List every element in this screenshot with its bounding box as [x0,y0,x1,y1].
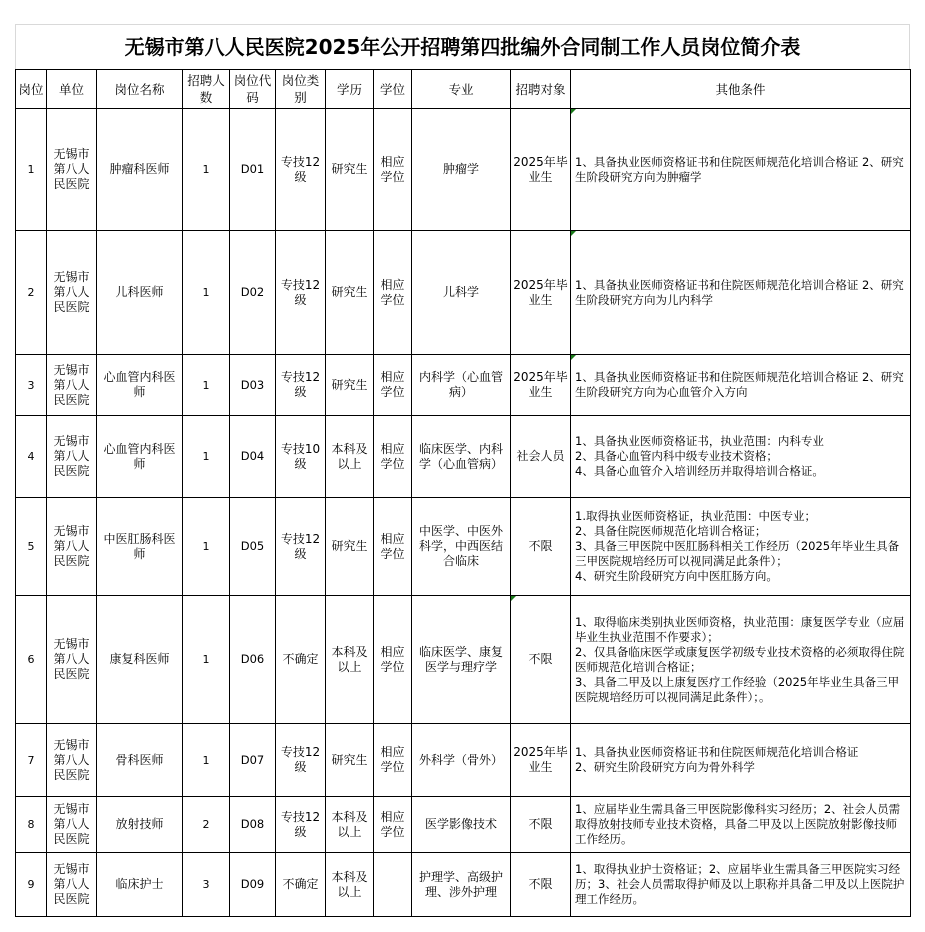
cell-education: 本科及以上 [326,596,374,724]
cell-conditions [571,853,911,917]
cell-code: D03 [230,355,276,416]
cell-name: 中医肛肠科医师 [97,498,183,596]
cell-unit: 无锡市第八人民医院 [47,416,97,498]
cell-degree: 相应学位 [374,724,412,797]
cell-education: 研究生 [326,109,374,231]
header-major: 专业 [412,70,511,109]
cell-target: 2025年毕业生 [511,231,571,355]
header-no: 岗位 [16,70,47,109]
header-conditions: 其他条件 [571,70,911,109]
header-name: 岗位名称 [97,70,183,109]
cell-count: 1 [183,596,230,724]
cell-unit: 无锡市第八人民医院 [47,355,97,416]
cell-category: 专技12级 [276,109,326,231]
cell-major: 儿科学 [412,231,511,355]
cell-unit: 无锡市第八人民医院 [47,724,97,797]
cell-category: 专技12级 [276,724,326,797]
cell-count: 2 [183,797,230,853]
table-row [16,109,911,231]
conditions-text: 1、具备执业医师资格证书和住院医师规范化培训合格证 2、研究生阶段研究方向为骨外科学 [575,745,859,774]
sheet [15,24,910,917]
header-degree: 学位 [374,70,412,109]
cell-code: D04 [230,416,276,498]
table-row [16,231,911,355]
cell-education: 本科及以上 [326,797,374,853]
cell-conditions [571,355,911,416]
cell-major: 护理学、高级护理、涉外护理 [412,853,511,917]
header-code: 岗位代码 [230,70,276,109]
cell-degree [374,853,412,917]
cell-name: 儿科医师 [97,231,183,355]
cell-no: 4 [16,416,47,498]
cell-target: 2025年毕业生 [511,355,571,416]
comment-flag-icon [571,231,576,236]
cell-name: 临床护士 [97,853,183,917]
cell-major: 中医学、中医外科学，中西医结合临床 [412,498,511,596]
cell-education: 本科及以上 [326,416,374,498]
conditions-text: 1、具备执业医师资格证书和住院医师规范化培训合格证 2、研究生阶段研究方向为儿内科学 [575,277,904,307]
comment-flag-icon [571,355,576,360]
cell-unit: 无锡市第八人民医院 [47,109,97,231]
table-row [16,596,911,724]
cell-name: 康复科医师 [97,596,183,724]
table-row [16,724,911,797]
cell-no: 1 [16,109,47,231]
conditions-text: 1、具备执业医师资格证书和住院医师规范化培训合格证 2、研究生阶段研究方向为肿瘤学 [575,154,904,184]
conditions-text: 1、具备执业医师资格证书和住院医师规范化培训合格证 2、研究生阶段研究方向为心血管介入方向 [575,370,904,399]
cell-name: 心血管内科医师 [97,355,183,416]
cell-unit: 无锡市第八人民医院 [47,498,97,596]
cell-category: 专技10级 [276,416,326,498]
cell-conditions [571,109,911,231]
table-row [16,853,911,917]
cell-no: 9 [16,853,47,917]
cell-unit: 无锡市第八人民医院 [47,231,97,355]
cell-conditions [571,797,911,853]
comment-flag-icon [511,596,516,601]
cell-conditions [571,416,911,498]
cell-education: 本科及以上 [326,853,374,917]
cell-code: D01 [230,109,276,231]
cell-code: D02 [230,231,276,355]
cell-code: D08 [230,797,276,853]
cell-conditions [571,596,911,724]
cell-education: 研究生 [326,724,374,797]
cell-category: 不确定 [276,853,326,917]
cell-count: 1 [183,109,230,231]
header-unit: 单位 [47,70,97,109]
cell-name: 放射技师 [97,797,183,853]
header-education: 学历 [326,70,374,109]
cell-count: 1 [183,355,230,416]
cell-count: 1 [183,416,230,498]
cell-target: 2025年毕业生 [511,724,571,797]
comment-flag-icon [571,109,576,114]
cell-target: 社会人员 [511,416,571,498]
target-text: 不限 [528,652,553,666]
cell-education: 研究生 [326,355,374,416]
cell-degree: 相应学位 [374,596,412,724]
conditions-text: 1.取得执业医师资格证，执业范围：中医专业； 2、具备住院医师规范化培训合格证； 3、具备三甲医院中医肛肠科相关工作经历（2025年毕业生具备三甲医院规培经历可以视同满足此条件）； 4、研究生阶段研究方向中医肛肠方向。 [575,509,900,583]
table-row [16,355,911,416]
cell-count: 1 [183,724,230,797]
cell-code: D07 [230,724,276,797]
cell-conditions [571,231,911,355]
cell-major: 医学影像技术 [412,797,511,853]
cell-major: 内科学（心血管病） [412,355,511,416]
cell-major: 外科学（骨外） [412,724,511,797]
cell-no: 8 [16,797,47,853]
cell-degree: 相应学位 [374,498,412,596]
cell-category: 不确定 [276,596,326,724]
header-count: 招聘人数 [183,70,230,109]
table-row [16,416,911,498]
cell-category: 专技12级 [276,355,326,416]
cell-target: 不限 [511,498,571,596]
cell-target: 不限 [511,797,571,853]
cell-no: 5 [16,498,47,596]
cell-conditions [571,724,911,797]
page-title: 无锡市第八人民医院2025年公开招聘第四批编外合同制工作人员岗位简介表 [15,24,910,69]
table-row [16,797,911,853]
cell-category: 专技12级 [276,498,326,596]
cell-education: 研究生 [326,231,374,355]
cell-name: 肿瘤科医师 [97,109,183,231]
cell-unit: 无锡市第八人民医院 [47,853,97,917]
conditions-text: 1、取得临床类别执业医师资格，执业范围：康复医学专业（应届毕业生执业范围不作要求）； 2、仅具备临床医学或康复医学初级专业技术资格的必须取得住院医师规范化培训合格证； 3、具备二甲及以上康复医疗工作经验（2025年毕业生具备三甲医院规培经历可以视同满足此条件）；。 [575,614,905,704]
cell-degree: 相应学位 [374,797,412,853]
cell-category: 专技12级 [276,797,326,853]
cell-target: 2025年毕业生 [511,109,571,231]
header-target: 招聘对象 [511,70,571,109]
cell-no: 3 [16,355,47,416]
cell-conditions [571,498,911,596]
cell-no: 7 [16,724,47,797]
cell-count: 3 [183,853,230,917]
cell-unit: 无锡市第八人民医院 [47,797,97,853]
conditions-text: 1、具备执业医师资格证书，执业范围：内科专业 2、具备心血管内科中级专业技术资格； 4、具备心血管介入培训经历并取得培训合格证。 [575,434,824,478]
cell-unit: 无锡市第八人民医院 [47,596,97,724]
cell-name: 骨科医师 [97,724,183,797]
cell-code: D05 [230,498,276,596]
cell-no: 6 [16,596,47,724]
positions-table [15,69,911,917]
cell-code: D06 [230,596,276,724]
cell-education: 研究生 [326,498,374,596]
cell-major: 临床医学、内科学（心血管病） [412,416,511,498]
conditions-text: 1、应届毕业生需具备三甲医院影像科实习经历；2、社会人员需取得放射技师专业技术资格，具备二甲及以上医院放射影像技师工作经历。 [575,802,901,846]
cell-target: 不限 [511,853,571,917]
cell-degree: 相应学位 [374,231,412,355]
cell-degree: 相应学位 [374,355,412,416]
cell-count: 1 [183,231,230,355]
cell-degree: 相应学位 [374,109,412,231]
header-row [16,70,911,109]
cell-target [511,596,571,724]
cell-major: 临床医学、康复医学与理疗学 [412,596,511,724]
cell-count: 1 [183,498,230,596]
cell-name: 心血管内科医师 [97,416,183,498]
table-row [16,498,911,596]
cell-code: D09 [230,853,276,917]
cell-no: 2 [16,231,47,355]
cell-category: 专技12级 [276,231,326,355]
cell-major: 肿瘤学 [412,109,511,231]
header-category: 岗位类别 [276,70,326,109]
conditions-text: 1、取得执业护士资格证；2、应届毕业生需具备三甲医院实习经历；3、社会人员需取得护师及以上职称并具备二甲及以上医院护理工作经历。 [575,862,905,906]
cell-degree: 相应学位 [374,416,412,498]
